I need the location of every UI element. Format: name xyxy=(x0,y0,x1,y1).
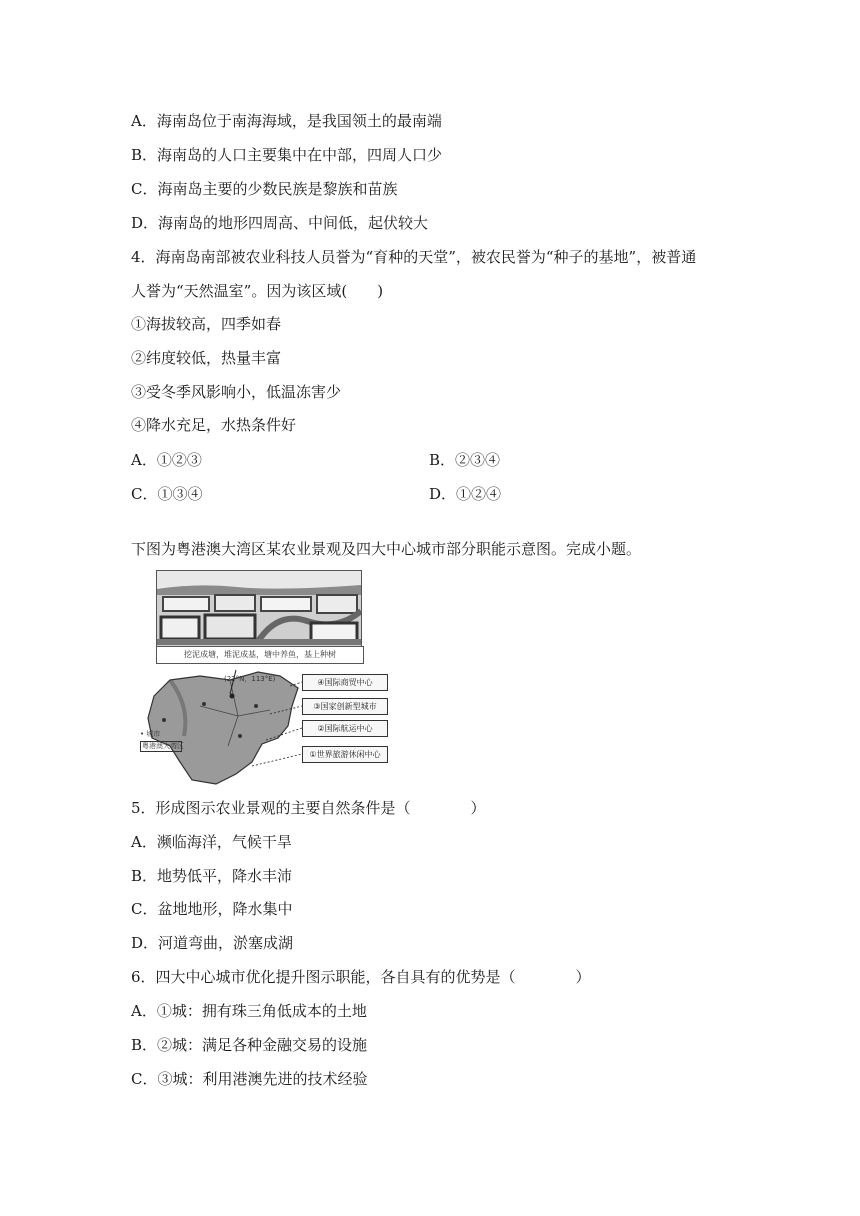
q4-item-3: ③受冬季风影响小，低温冻害少 xyxy=(131,383,342,401)
q5-option-a: A．濒临海洋，气候干旱 xyxy=(131,833,292,851)
function-box-2: ②国际航运中心 xyxy=(302,720,388,737)
q4-item-2: ②纬度较低，热量丰富 xyxy=(131,349,282,367)
leader-line-1 xyxy=(252,754,302,766)
photo-caption: 挖泥成塘，堆泥成基，塘中养鱼，基上种树 xyxy=(156,646,364,664)
figure-intro: 下图为粤港澳大湾区某农业景观及四大中心城市部分职能示意图。完成小题。 xyxy=(131,540,642,558)
q5-option-c: C．盆地地形，降水集中 xyxy=(131,900,293,918)
coord-point-marker xyxy=(230,694,235,699)
q6-option-c: C．③城：利用港澳先进的技术经验 xyxy=(131,1070,368,1088)
q3-option-c: C．海南岛主要的少数民族是黎族和苗族 xyxy=(131,180,398,198)
q4-item-4: ④降水充足，水热条件好 xyxy=(131,416,297,434)
q6-option-a: A．①城：拥有珠三角低成本的土地 xyxy=(131,1002,367,1020)
q3-option-b: B．海南岛的人口主要集中在中部，四周人口少 xyxy=(131,146,443,164)
city-dot xyxy=(254,704,258,708)
q3-option-d: D．海南岛的地形四周高、中间低，起伏较大 xyxy=(131,214,429,232)
function-box-1: ①世界旅游休闲中心 xyxy=(302,746,388,763)
q4-option-b: B．②③④ xyxy=(429,451,501,469)
q6-stem: 6．四大中心城市优化提升图示职能，各自具有的优势是（ ） xyxy=(131,968,591,986)
q4-option-c: C．①③④ xyxy=(131,485,203,503)
function-box-4: ④国际商贸中心 xyxy=(302,674,388,691)
q4-item-1: ①海拔较高，四季如春 xyxy=(131,315,282,333)
city-dot xyxy=(238,734,242,738)
legend-area-label: 粤港澳大湾区 xyxy=(142,742,184,750)
q4-stem-line-1: 4．海南岛南部被农业科技人员誉为“育种的天堂”，被农民誉为“种子的基地”，被普通 xyxy=(131,248,697,266)
q5-option-d: D．河道弯曲，淤塞成湖 xyxy=(131,934,294,952)
map-legend xyxy=(140,730,182,756)
map-region-shape xyxy=(148,672,298,784)
q4-option-d: D．①②④ xyxy=(429,485,502,503)
city-dot xyxy=(162,718,166,722)
q5-option-b: B．地势低平，降水丰沛 xyxy=(131,867,293,885)
function-box-3: ③国家创新型城市 xyxy=(302,698,388,715)
q3-option-a: A．海南岛位于南海海域，是我国领土的最南端 xyxy=(131,112,442,130)
q4-stem-line-2: 人誉为“天然温室”。因为该区域( ) xyxy=(131,282,384,300)
coordinate-label: (22°N，113°E) xyxy=(224,675,276,683)
q4-option-a: A．①②③ xyxy=(131,451,202,469)
q5-stem: 5．形成图示农业景观的主要自然条件是（ ） xyxy=(131,799,486,817)
city-dot xyxy=(202,702,206,706)
q6-option-b: B．②城：满足各种金融交易的设施 xyxy=(131,1036,368,1054)
bay-area-figure xyxy=(140,570,392,790)
legend-dot-icon: • xyxy=(140,730,145,738)
legend-city-label: 城市 xyxy=(146,730,161,738)
